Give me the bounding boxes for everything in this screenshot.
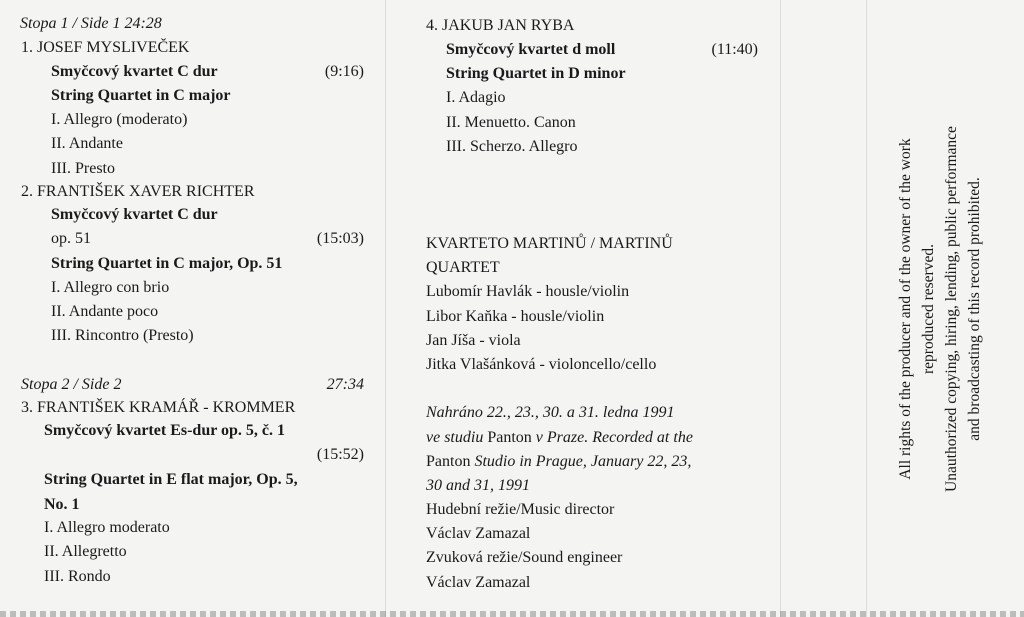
track3-duration: (15:52) (316, 446, 364, 463)
track2-title-en: String Quartet in C major, Op. 51 (51, 255, 283, 272)
track4-title-cz: Smyčcový kvartet d moll (446, 41, 616, 58)
track1-title-en: String Quartet in C major (51, 87, 231, 104)
track1-composer: 1. JOSEF MYSLIVEČEK (21, 39, 190, 56)
track4-movement: II. Menuetto. Canon (446, 114, 576, 131)
recording-line-4: 30 and 31, 1991 (426, 477, 530, 494)
recording-line-3 (426, 452, 691, 472)
recording-line-2 (426, 428, 693, 448)
track4-movement: I. Adagio (446, 89, 506, 106)
legal-notice (890, 0, 990, 617)
legal-line: and broadcasting of this record prohibited. (966, 176, 983, 441)
track2-composer: 2. FRANTIŠEK XAVER RICHTER (21, 183, 255, 200)
ensemble-name-cont: QUARTET (426, 259, 500, 276)
track3-composer: 3. FRANTIŠEK KRAMÁŘ - KROMMER (21, 399, 296, 416)
track3-movement: I. Allegro moderato (44, 519, 170, 536)
middle-panel (386, 0, 780, 617)
credit: Václav Zamazal (426, 525, 531, 542)
track2-movement: II. Andante poco (51, 303, 159, 320)
recording-text: Studio in Prague, January 22, 23, (474, 453, 692, 470)
track1-title-cz: Smyčcový kvartet C dur (51, 63, 218, 80)
track4-movement: III. Scherzo. Allegro (446, 138, 578, 155)
track3-title-cz: Smyčcový kvartet Es-dur op. 5, č. 1 (44, 422, 286, 439)
side1-label: Stopa 1 / Side 1 24:28 (20, 15, 162, 32)
track1-movement: I. Allegro (moderato) (51, 111, 188, 128)
ensemble-name: KVARTETO MARTINŮ / MARTINŮ (426, 235, 673, 252)
track4-duration: (11:40) (711, 41, 758, 58)
legal-text-block (894, 89, 986, 529)
side2-time: 27:34 (326, 376, 364, 393)
credit: Zvuková režie/Sound engineer (426, 549, 623, 566)
track1-movement: II. Andante (51, 135, 123, 152)
bottom-edge (0, 611, 1024, 617)
track2-title-cz: Smyčcový kvartet C dur (51, 206, 218, 223)
fold-line-3 (866, 0, 867, 617)
track2-movement: III. Rincontro (Presto) (51, 327, 194, 344)
credit: Václav Zamazal (426, 574, 531, 591)
recording-text: v Praze. Recorded at the (535, 429, 693, 446)
track4-title-en: String Quartet in D minor (446, 65, 626, 82)
track4-composer: 4. JAKUB JAN RYBA (426, 17, 575, 34)
side2-label: Stopa 2 / Side 2 (21, 376, 122, 393)
track2-duration: (15:03) (316, 230, 364, 247)
recording-text: ve studiu (426, 429, 484, 446)
member: Jan Jíša - viola (426, 332, 521, 349)
track2-movement: I. Allegro con brio (51, 279, 170, 296)
left-panel (0, 0, 385, 617)
member: Jitka Vlašánková - violoncello/cello (426, 356, 657, 373)
studio-name: Panton (426, 453, 475, 470)
track1-duration: (9:16) (324, 63, 364, 80)
credit: Hudební režie/Music director (426, 501, 615, 518)
track3-movement: III. Rondo (44, 568, 111, 585)
track2-opus: op. 51 (51, 230, 91, 247)
legal-line: Unauthorized copying, hiring, lending, public performance (943, 125, 960, 492)
track3-movement: II. Allegretto (44, 543, 127, 560)
recording-line-1: Nahráno 22., 23., 30. a 31. ledna 1991 (426, 404, 675, 421)
member: Lubomír Havlák - housle/violin (426, 283, 630, 300)
track3-title-en-2: No. 1 (44, 496, 80, 513)
track3-title-en-1: String Quartet in E flat major, Op. 5, (44, 471, 298, 488)
member: Libor Kaňka - housle/violin (426, 308, 605, 325)
studio-name: Panton (483, 429, 536, 446)
legal-line: reproduced reserved. (920, 243, 937, 374)
legal-line: All rights of the producer and of the owner of the work (897, 137, 914, 480)
fold-line-2 (780, 0, 781, 617)
track1-movement: III. Presto (51, 160, 115, 177)
